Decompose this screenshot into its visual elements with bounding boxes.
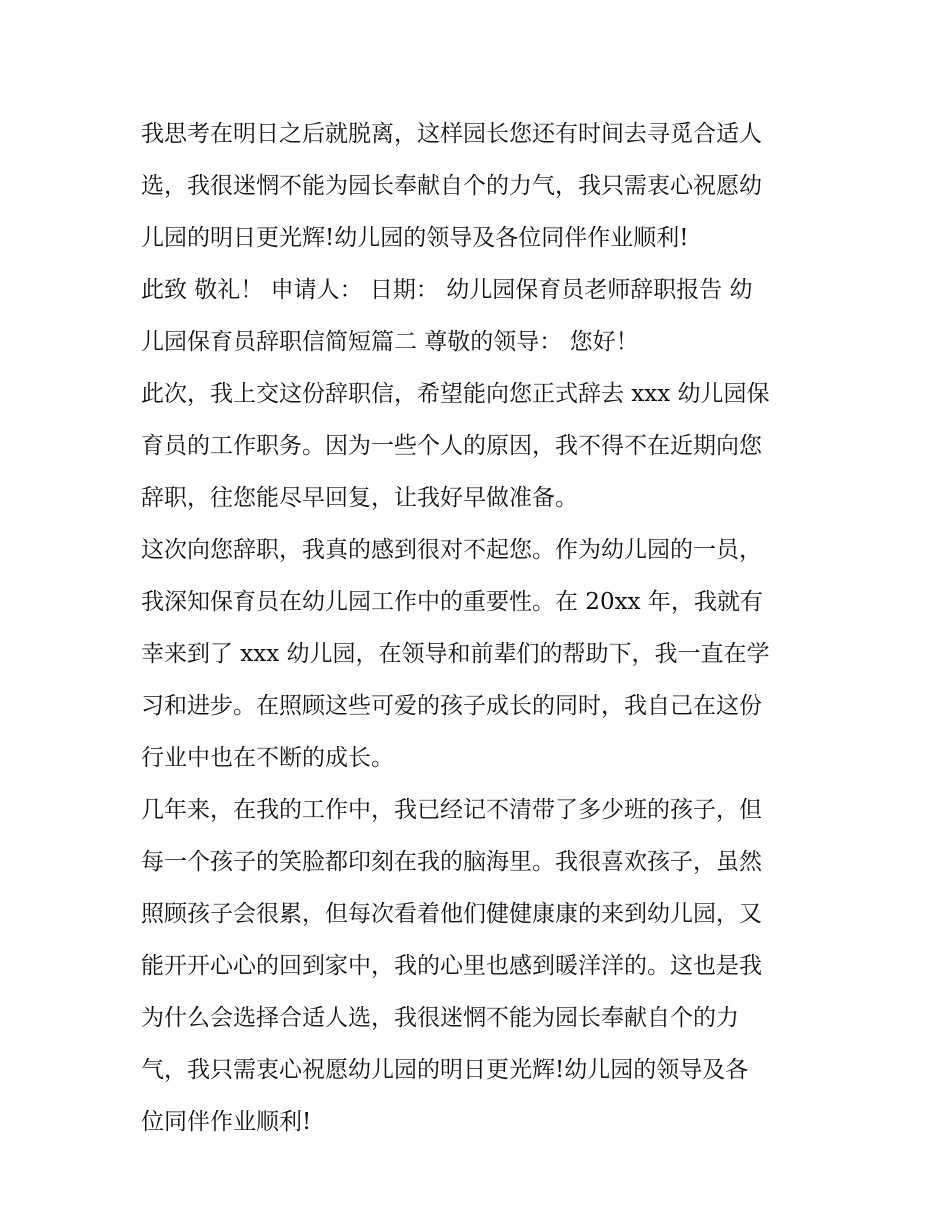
paragraph-1 (141, 108, 816, 264)
text-line: 此致 敬礼！ 申请人： 日期： 幼儿园保育员老师辞职报告 幼 (141, 277, 753, 303)
text-line: 每一个孩子的笑脸都印刻在我的脑海里。我很喜欢孩子，虽然 (141, 849, 762, 875)
text-line: 为什么会选择合适人选，我很迷惘不能为园长奉献自个的力 (141, 1005, 739, 1031)
text-line: 幸来到了 xxx 幼儿园，在领导和前辈们的帮助下，我一直在学 (141, 641, 770, 667)
document-body (141, 108, 816, 1148)
paragraph-5 (141, 784, 816, 1148)
paragraph-2 (141, 264, 816, 368)
text-line: 儿园的明日更光辉!幼儿园的领导及各位同伴作业顺利! (141, 225, 689, 251)
text-line: 行业中也在不断的成长。 (141, 745, 394, 771)
text-line: 能开开心心的回到家中，我的心里也感到暖洋洋的。这也是我 (141, 953, 762, 979)
text-line: 气，我只需衷心祝愿幼儿园的明日更光辉!幼儿园的领导及各 (141, 1057, 749, 1083)
text-line: 这次向您辞职，我真的感到很对不起您。作为幼儿园的一员， (141, 537, 762, 563)
text-line: 辞职，往您能尽早回复，让我好早做准备。 (141, 485, 578, 511)
text-line: 照顾孩子会很累，但每次看着他们健健康康的来到幼儿园，又 (141, 901, 762, 927)
text-line: 选，我很迷惘不能为园长奉献自个的力气，我只需衷心祝愿幼 (141, 173, 762, 199)
text-line: 此次，我上交这份辞职信，希望能向您正式辞去 xxx 幼儿园保 (141, 381, 770, 407)
paragraph-4 (141, 524, 816, 784)
text-line: 位同伴作业顺利! (141, 1109, 312, 1135)
text-line: 几年来，在我的工作中，我已经记不清带了多少班的孩子，但 (141, 797, 762, 823)
paragraph-3 (141, 368, 816, 524)
text-line: 儿园保育员辞职信简短篇二 尊敬的领导： 您好！ (141, 329, 639, 355)
text-line: 育员的工作职务。因为一些个人的原因，我不得不在近期向您 (141, 433, 762, 459)
text-line: 我思考在明日之后就脱离，这样园长您还有时间去寻觅合适人 (141, 121, 762, 147)
text-line: 习和进步。在照顾这些可爱的孩子成长的同时，我自己在这份 (141, 693, 762, 719)
text-line: 我深知保育员在幼儿园工作中的重要性。在 20xx 年，我就有 (141, 589, 763, 615)
